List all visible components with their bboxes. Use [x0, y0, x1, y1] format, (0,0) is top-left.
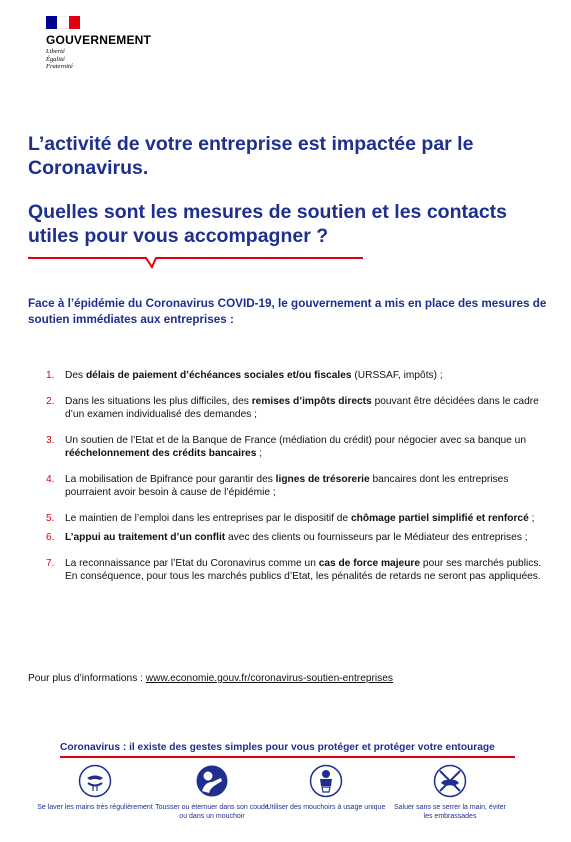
gestes-title-bold: Coronavirus : [60, 742, 127, 753]
measure-item [46, 369, 546, 382]
geste-item [152, 764, 272, 821]
tissue-icon [309, 764, 343, 798]
intro-text: Face à l’épidémie du Coronavirus COVID-19, le gouvernement a mis en place des mesures de soutien immédiates aux entreprises : [28, 297, 547, 326]
no-handshake-icon [433, 764, 467, 798]
measure-text: Un soutien de l’Etat et de la Banque de France (médiation du crédit) pour négocier avec sa banque un rééchelonnement des crédits bancaires ; [65, 435, 526, 459]
french-flag-icon [46, 16, 80, 29]
measure-item [46, 531, 546, 544]
measure-number: 6. [46, 532, 55, 543]
measure-number: 5. [46, 513, 55, 524]
flag-blue-band [46, 16, 57, 29]
geste-caption: Tousser ou éternuer dans son coude ou dans un mouchoir [155, 804, 269, 820]
gestes-title-rest: il existe des gestes simples pour vous protéger et protéger votre entourage [126, 742, 495, 753]
speech-bubble-underline [28, 255, 363, 269]
motto-line: Égalité [46, 55, 65, 63]
elbow-sneeze-icon [195, 764, 229, 798]
page-title: L’activité de votre entreprise est impactée par le Coronavirus. [28, 133, 474, 179]
measure-text: La mobilisation de Bpifrance pour garantir des lignes de trésorerie bancaires dont les entreprises pourraient avoir besoin à cause de l’épidémie ; [65, 474, 509, 498]
page-subtitle: Quelles sont les mesures de soutien et les contacts utiles pour vous accompagner ? [28, 201, 508, 247]
more-info-prefix: Pour plus d’informations : [28, 673, 146, 684]
org-name: GOUVERNEMENT [46, 33, 152, 47]
measure-text: La reconnaissance par l’Etat du Coronavirus comme un cas de force majeure pour ses marchés publics. En conséquence, pour tous les marchés publics d’Etat, les pénalités de retards ne seront pas appliquées. [65, 558, 542, 582]
motto-line: Fraternité [46, 63, 73, 70]
measure-item [46, 557, 546, 583]
geste-caption: Utiliser des mouchoirs à usage unique [266, 804, 386, 811]
geste-caption: Se laver les mains très régulièrement [37, 804, 153, 811]
flag-red-band [69, 16, 80, 29]
measure-text: L’appui au traitement d’un conflit avec des clients ou fournisseurs par le Médiateur des entreprises ; [65, 532, 528, 543]
more-info-link[interactable]: www.economie.gouv.fr/coronavirus-soutien-entreprises [145, 673, 394, 684]
geste-item [35, 764, 155, 813]
government-logo [46, 16, 151, 71]
measures-list [46, 369, 546, 583]
handwash-icon [78, 764, 112, 798]
flag-white-band [57, 16, 68, 29]
measure-number: 4. [46, 474, 55, 485]
motto [46, 48, 151, 71]
motto-line: Liberté [46, 48, 65, 55]
geste-caption: Saluer sans se serrer la main, éviter les embrassades [393, 804, 507, 820]
gestes-row [37, 758, 520, 828]
measure-item [46, 395, 546, 421]
measure-text: Des délais de paiement d’échéances sociales et/ou fiscales (URSSAF, impôts) ; [65, 370, 443, 381]
measure-item [46, 512, 546, 525]
measure-number: 3. [46, 435, 55, 446]
gestes-barriere [37, 742, 520, 828]
geste-item [390, 764, 510, 821]
measure-text: Dans les situations les plus difficiles, des remises d’impôts directs pouvant être décidées dans le cadre d’un examen individualisé des demandes ; [65, 396, 539, 420]
more-info [28, 672, 393, 686]
measure-item [46, 473, 546, 499]
geste-item [266, 764, 386, 813]
measure-number: 2. [46, 396, 55, 407]
measure-item [46, 434, 546, 460]
measure-text: Le maintien de l’emploi dans les entreprises par le dispositif de chômage partiel simplifié et renforcé ; [65, 513, 535, 524]
measure-number: 7. [46, 558, 55, 569]
gestes-title [60, 742, 520, 753]
measure-number: 1. [46, 370, 55, 381]
